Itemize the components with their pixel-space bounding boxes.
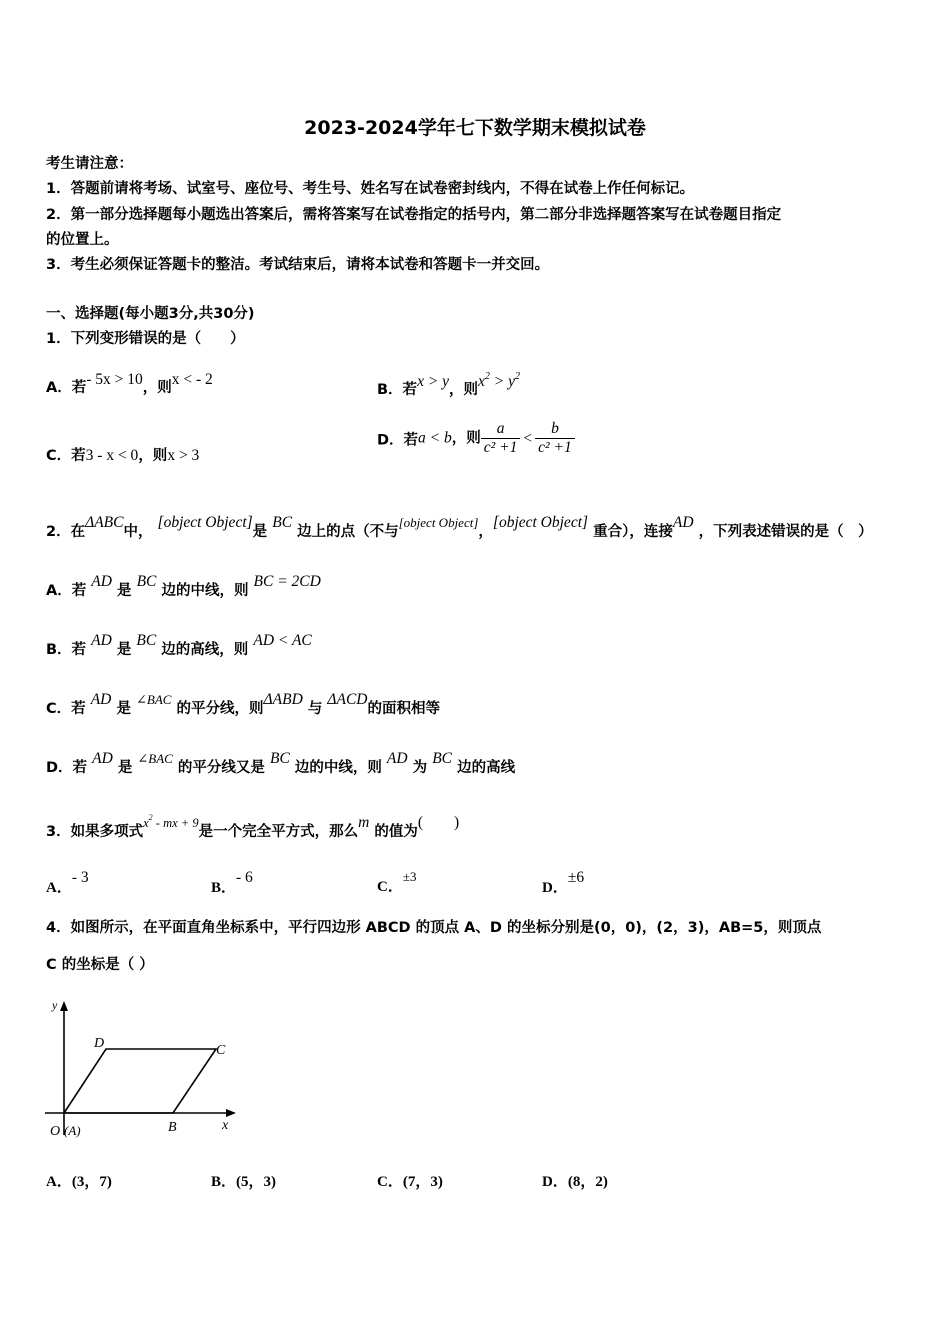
q3-text-1: 3．如果多项式 bbox=[46, 824, 144, 840]
q4-d-value: (8，2) bbox=[567, 1174, 608, 1190]
q2-text-7: ，下列表述错误的是（ ） bbox=[698, 524, 873, 540]
q4-d-label: D． bbox=[542, 1174, 568, 1190]
q3-b-label: B． bbox=[211, 880, 237, 896]
q2-c-label: C．若 bbox=[46, 701, 86, 717]
q3-option-d bbox=[542, 869, 584, 897]
q1-stem: 1．下列变形错误的是（ ） bbox=[46, 331, 245, 347]
notice-heading: 考生请注意： bbox=[46, 156, 133, 172]
q1-d-label: D．若 bbox=[377, 432, 419, 449]
q2-b-label: B．若 bbox=[46, 642, 87, 658]
q2-d-t1: 是 bbox=[117, 760, 133, 776]
q1-d-op: < bbox=[523, 429, 533, 447]
q4-c-value: (7，3) bbox=[402, 1174, 443, 1190]
q2-text-4: 边上的点（不与 bbox=[297, 524, 399, 540]
q1-c-cond: 3 - x < 0 bbox=[85, 447, 139, 464]
q3-text-2: 是一个完全平方式，那么 bbox=[198, 824, 359, 840]
q2-text-3: 是 bbox=[252, 524, 268, 540]
q1-c-then: ，则 bbox=[138, 448, 168, 464]
q2-option-c bbox=[46, 691, 440, 718]
q2-a-v1: AD bbox=[91, 573, 112, 590]
q2-c-v4: ΔACD bbox=[327, 691, 368, 708]
q3-option-a bbox=[46, 869, 89, 897]
page-title: 2023-2024学年七下数学期末模拟试卷 bbox=[304, 117, 646, 139]
q2-b-v1: AD bbox=[91, 632, 112, 649]
q1-d-den1: c² +1 bbox=[483, 439, 518, 456]
q2-b-t2: 边的高线，则 bbox=[161, 642, 249, 658]
q2-d-v3: BC bbox=[269, 750, 290, 767]
q3-c-label: C． bbox=[377, 879, 403, 895]
q1-option-b bbox=[377, 371, 520, 399]
q1-option-a bbox=[46, 371, 213, 397]
q3-a-value: - 3 bbox=[71, 869, 89, 886]
q1-b-cond: x > y bbox=[417, 373, 450, 390]
q2-c-v1: AD bbox=[90, 691, 112, 708]
q2-text-1: 2．在 bbox=[46, 524, 86, 540]
q3-option-c bbox=[377, 869, 416, 896]
q1-b-exp1: 2 bbox=[484, 371, 490, 382]
q1-d-num2: b bbox=[535, 420, 575, 439]
q2-d-v5: BC bbox=[432, 750, 453, 767]
q2-b-t1: 是 bbox=[116, 642, 132, 658]
label-d: D bbox=[94, 1036, 105, 1051]
q2-a-t2: 边的中线，则 bbox=[161, 583, 249, 599]
q4-a-value: (3，7) bbox=[71, 1174, 112, 1190]
q1-d-then: ，则 bbox=[451, 430, 481, 447]
q3-b-value: - 6 bbox=[236, 869, 253, 886]
q3-c-value: ±3 bbox=[402, 869, 417, 884]
q1-b-exp2: 2 bbox=[515, 371, 521, 382]
q1-a-result: x < - 2 bbox=[171, 371, 213, 388]
q3-answer-paren: ( ) bbox=[417, 814, 460, 831]
q2-a-v2: BC bbox=[136, 573, 157, 590]
notice-item-3: 3．考生必须保证答题卡的整洁。考试结束后，请将本试卷和答题卡一并交回。 bbox=[46, 257, 550, 273]
q4-b-value: (5，3) bbox=[236, 1174, 277, 1190]
q4-figure bbox=[40, 995, 250, 1145]
q4-c-label: C． bbox=[377, 1174, 403, 1190]
q2-stem bbox=[46, 514, 873, 541]
notice-item-1: 1．答题前请将考场、试室号、座位号、考生号、姓名写在试卷密封线内，不得在试卷上作任何标记。 bbox=[46, 181, 695, 197]
q1-d-den2: c² +1 bbox=[538, 439, 572, 456]
q2-c-t2: 的平分线，则 bbox=[176, 701, 264, 717]
y-label: y bbox=[52, 998, 58, 1012]
q1-c-label: C．若 bbox=[46, 448, 86, 464]
q2-b-v2: BC bbox=[136, 632, 157, 649]
q3-stem bbox=[46, 810, 459, 841]
q2-c-t3: 与 bbox=[307, 701, 323, 717]
parallelogram bbox=[64, 1049, 216, 1113]
q4-option-c bbox=[377, 1170, 443, 1191]
q2-d-v4: AD bbox=[386, 750, 408, 767]
q2-c-v2: ∠BAC bbox=[136, 692, 172, 707]
q4-stem-line-1: 4．如图所示，在平面直角坐标系中，平行四边形 ABCD 的顶点 A、D 的坐标分别是(0，0)，(2，3)，AB=5，则顶点 bbox=[46, 920, 822, 936]
q3-var-m: m bbox=[358, 814, 370, 831]
q2-d-t4: 为 bbox=[412, 760, 428, 776]
label-a: (A) bbox=[64, 1123, 81, 1138]
q3-poly-exp: 2 bbox=[148, 813, 153, 822]
q2-d-t2: 的平分线又是 bbox=[177, 760, 265, 776]
q2-d-t3: 边的中线，则 bbox=[294, 760, 382, 776]
q1-b-y: y bbox=[508, 373, 516, 390]
q1-b-then: ，则 bbox=[449, 382, 479, 398]
q4-stem-line-2: C 的坐标是（ ） bbox=[46, 957, 154, 973]
q1-d-fraction-1 bbox=[481, 420, 521, 457]
q2-segment-ad: AD bbox=[672, 514, 694, 531]
q2-option-d bbox=[46, 750, 515, 777]
q2-d-t5: 边的高线 bbox=[457, 760, 516, 776]
q2-option-a bbox=[46, 573, 321, 600]
q2-a-v3: BC = 2CD bbox=[253, 573, 321, 590]
q4-b-label: B． bbox=[211, 1174, 237, 1190]
q2-point-d: [object Object] bbox=[157, 514, 253, 531]
q3-a-label: A． bbox=[46, 880, 72, 896]
q4-option-b bbox=[211, 1170, 276, 1191]
q1-a-then: ，则 bbox=[142, 380, 172, 396]
q2-point-b: [object Object] bbox=[398, 515, 479, 530]
q2-segment-bc: BC bbox=[272, 514, 293, 531]
q2-c-v3: ΔABD bbox=[263, 691, 303, 708]
q1-d-fraction-2 bbox=[535, 420, 575, 457]
section-heading: 一、选择题(每小题3分,共30分) bbox=[46, 306, 255, 322]
q1-option-c bbox=[46, 444, 199, 465]
q2-d-v2: ∠BAC bbox=[137, 751, 173, 766]
q1-c-result: x > 3 bbox=[167, 447, 200, 464]
q3-poly-x: x bbox=[143, 816, 149, 830]
x-label: x bbox=[222, 1118, 229, 1133]
label-b: B bbox=[168, 1120, 177, 1135]
q1-b-x: x bbox=[478, 373, 485, 390]
q2-triangle: ΔABC bbox=[85, 514, 124, 531]
q3-d-value: ±6 bbox=[567, 869, 585, 886]
q2-c-t1: 是 bbox=[116, 701, 131, 717]
q2-a-label: A．若 bbox=[46, 583, 87, 599]
q1-a-label: A．若 bbox=[46, 380, 87, 396]
q3-text-3: 的值为 bbox=[374, 824, 418, 840]
q3-poly-rest: - mx + 9 bbox=[152, 816, 199, 830]
q2-option-b bbox=[46, 632, 312, 659]
q1-a-cond: - 5x > 10 bbox=[86, 371, 143, 388]
q2-d-label: D．若 bbox=[46, 760, 88, 776]
q2-c-t4: 的面积相等 bbox=[367, 701, 440, 717]
q2-text-2: 中， bbox=[123, 524, 153, 540]
q2-text-6: 重合），连接 bbox=[593, 524, 673, 540]
q1-b-op: > bbox=[489, 373, 509, 390]
q4-option-a bbox=[46, 1170, 112, 1191]
q2-a-t1: 是 bbox=[117, 583, 132, 599]
notice-item-2-cont: 的位置上。 bbox=[46, 232, 119, 248]
q2-point-c: [object Object] bbox=[492, 514, 589, 531]
x-axis-arrow bbox=[226, 1109, 236, 1117]
q4-a-label: A． bbox=[46, 1174, 72, 1190]
y-axis-arrow bbox=[60, 1001, 68, 1011]
label-c: C bbox=[216, 1043, 226, 1058]
q1-b-label: B．若 bbox=[377, 382, 418, 398]
q2-b-v3: AD < AC bbox=[253, 632, 312, 649]
q1-option-d bbox=[377, 420, 575, 457]
notice-item-2: 2．第一部分选择题每小题选出答案后，需将答案写在试卷指定的括号内，第二部分非选择题答案写在试卷题目指定 bbox=[46, 207, 782, 223]
q2-d-v1: AD bbox=[92, 750, 113, 767]
q1-d-num1: a bbox=[481, 420, 521, 439]
q3-option-b bbox=[211, 869, 253, 897]
q4-option-d bbox=[542, 1170, 608, 1191]
q1-d-cond: a < b bbox=[418, 429, 452, 447]
label-o: O bbox=[50, 1124, 61, 1139]
q2-text-5: ， bbox=[478, 524, 493, 540]
q3-d-label: D． bbox=[542, 880, 568, 896]
